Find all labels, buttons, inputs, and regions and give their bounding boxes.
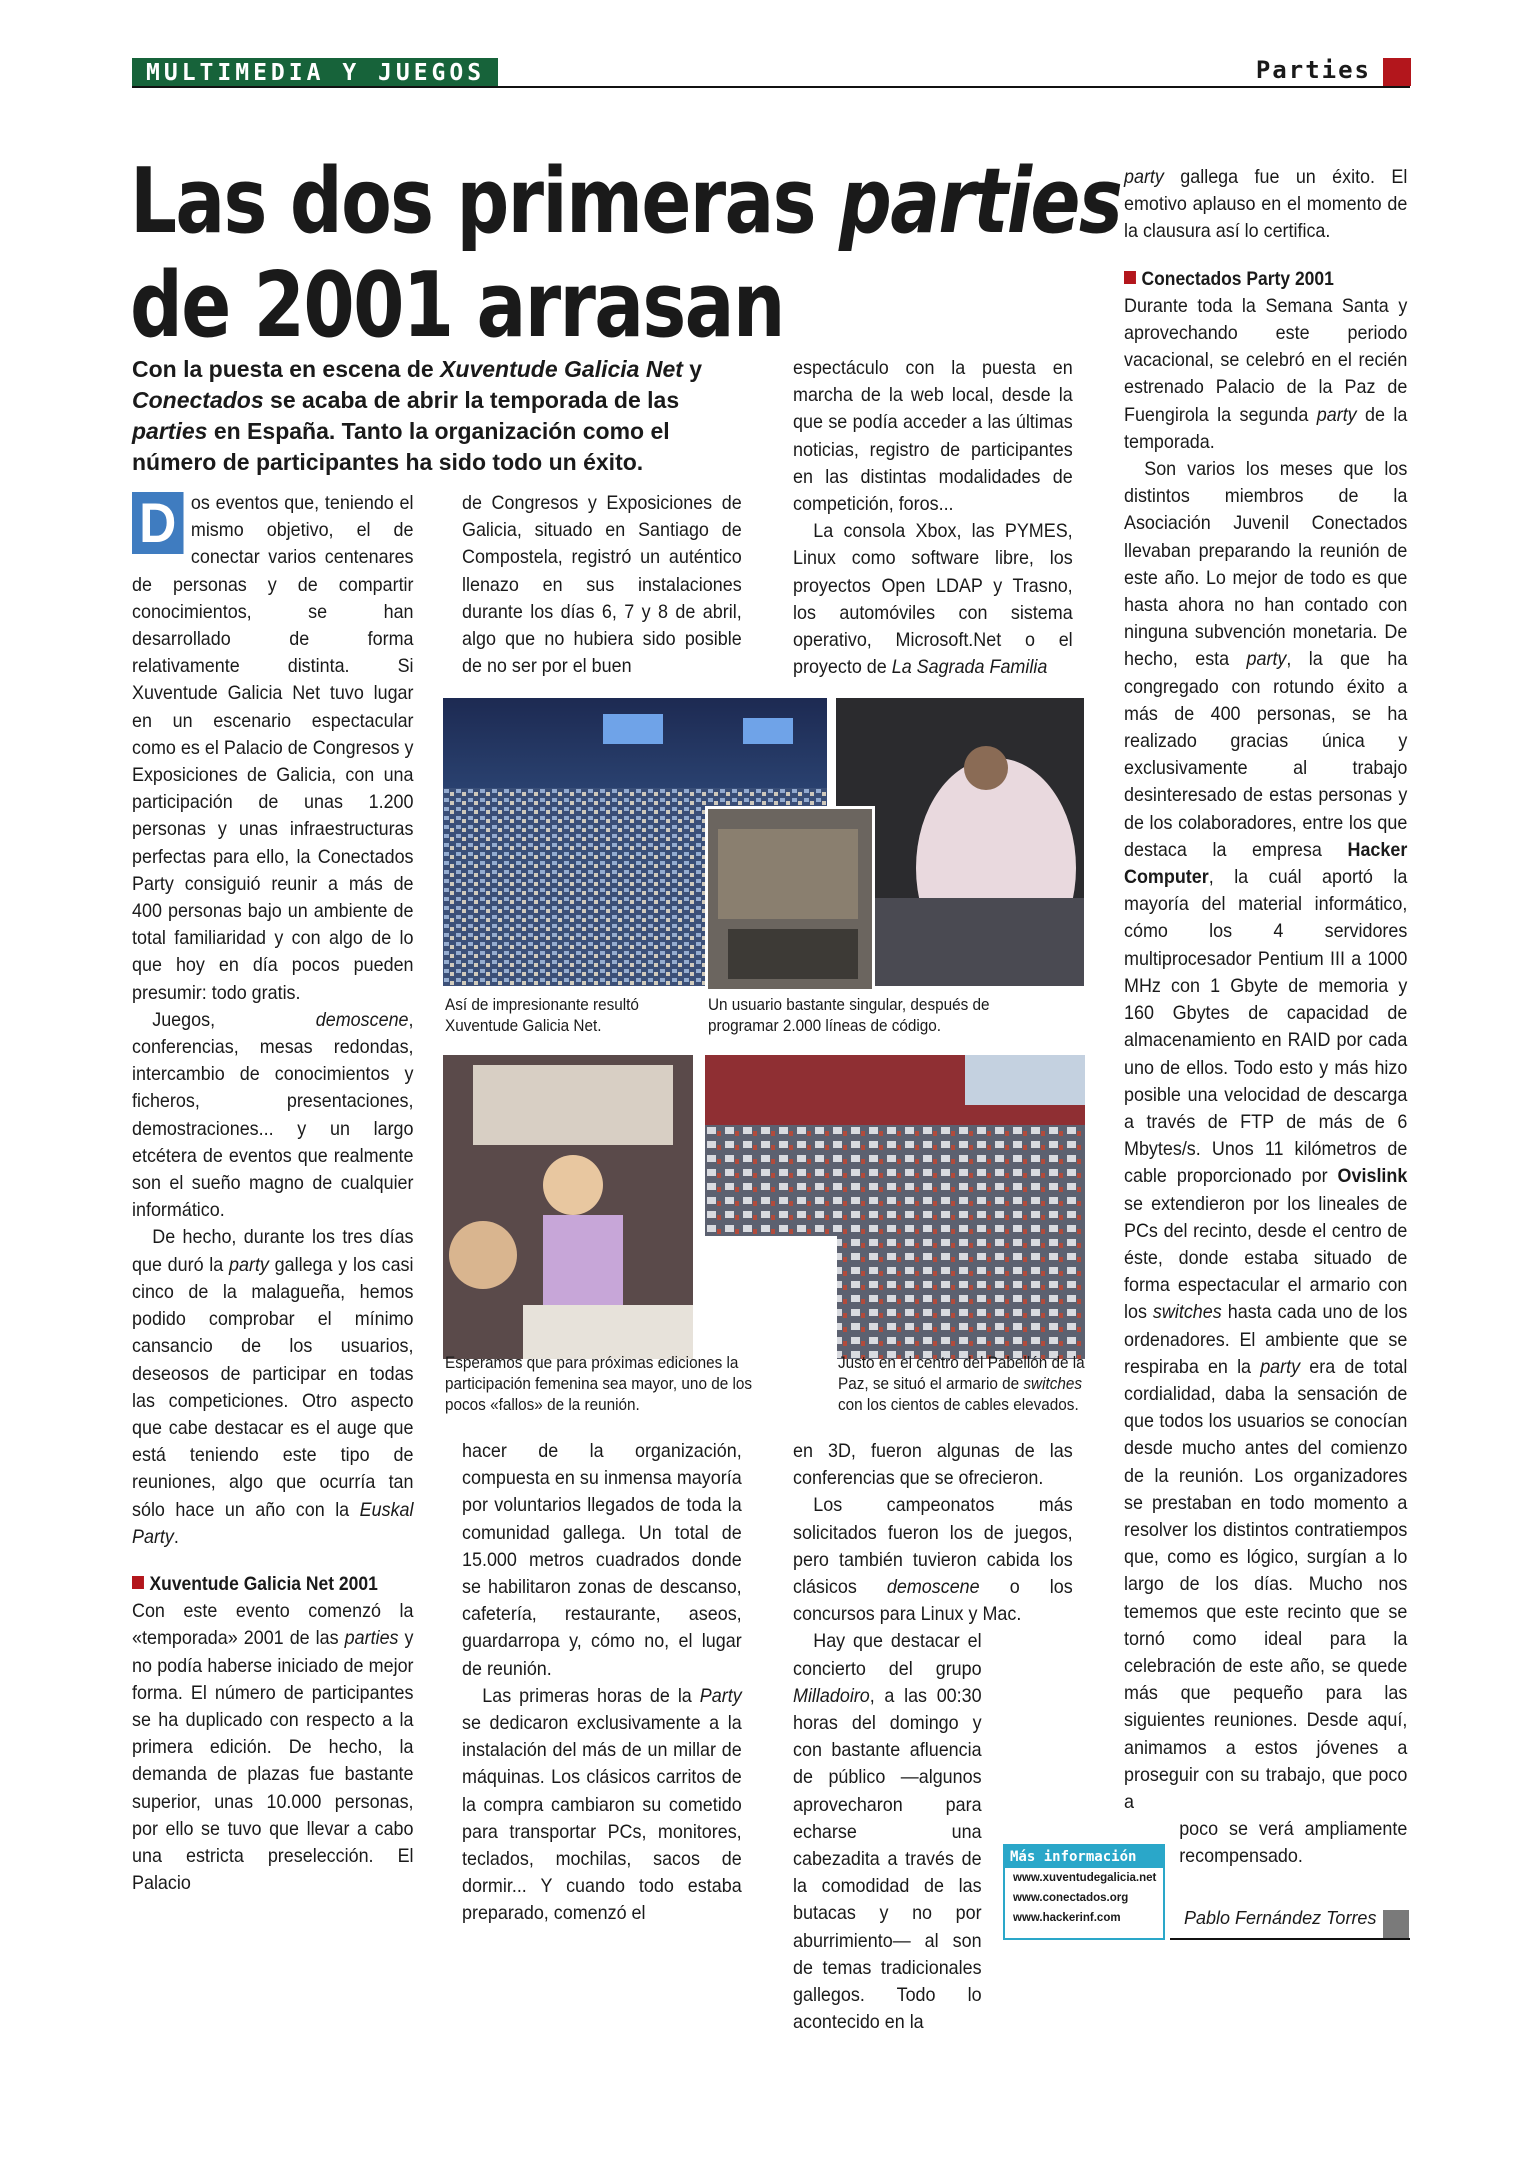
- category-marker: [1383, 58, 1411, 86]
- column-1: [132, 490, 414, 1897]
- column-2-top: [462, 490, 742, 680]
- byline-marker: [1383, 1910, 1409, 1938]
- column-3-top: [793, 355, 1073, 681]
- paragraph: De hecho, durante los tres días que duró la party gallega y los casi cinco de la malagueña, hemos podido comprobar el mínimo cansancio de los usuarios, deseosos de participar en todas las competiciones. Otro aspecto que cabe destacar es el auge que está teniendo este tipo de reuniones, algo que ocurría tan sólo hace un año con la Euskal Party.: [132, 1226, 414, 1548]
- photo-inset-pc-image: [708, 809, 872, 989]
- paragraph: en 3D, fueron algunas de las conferencias que se ofrecieron.: [793, 1440, 1073, 1490]
- paragraph: La consola Xbox, las PYMES, Linux como software libre, los proyectos Open LDAP y Trasno, los automóviles con sistema operativo, Microsoft.Net o el proyecto de La Sagrada Familia: [793, 520, 1073, 679]
- paragraph: de Congresos y Exposiciones de Galicia, situado en Santiago de Compostela, registró un auténtico llenazo en sus instalaciones durante los días 6, 7 y 8 de abril, algo que no hubiera sido posible de no ser por el buen: [462, 492, 742, 678]
- link-conectados[interactable]: www.conectados.org: [1013, 1892, 1129, 1904]
- paragraph: Hay que destacar el concierto del grupo Milladoiro, a las 00:30 horas del domingo y con bastante afluencia de público —algunos aprovecharon para echarse una cabezadita a través de la comodidad de las butacas y no por aburrimiento— al son de temas tradicionales gallegos. Todo lo acontecido en la: [793, 1630, 982, 2034]
- photo-girls: [443, 1055, 693, 1359]
- paragraph: Las primeras horas de la Party se dedicaron exclusivamente a la instalación del más de un millar de máquinas. Los clásicos carritos de la compra cambiaron su cometido para transportar PCs, monitores, teclados, mochilas, sacos de dormir... Y cuando todo estaba preparado, comenzó el: [462, 1684, 742, 1925]
- more-info-title: Más información: [1005, 1846, 1163, 1868]
- subheading: Xuventude Galicia Net 2001: [132, 1571, 414, 1598]
- photo-cutout: [693, 1236, 837, 1360]
- paragraph: Son varios los meses que los distintos miembros de la Asociación Juvenil Conectados llevaban preparando la reunión de este año. Lo mejor de todo es que hasta ahora no han contado con ninguna subvención monetaria. De hecho, esta party, la que ha congregado con rotundo éxito a más de 400 personas, se ha realizado gracias única y exclusivamente al trabajo desinteresado de estas personas y de los colaboradores, entre los que destaca la empresa Hacker Computer, la cuál aportó la mayoría del material informático, cómo los 4 servidores multiprocesador Pentium III a 1000 MHz con 1 Gbyte de memoria y 160 Gbytes de capacidad de almacenamiento en RAID por cada uno de ellos. Todo esto y más hizo posible una velocidad de descarga a través de FTP de más de 6 Mbytes/s. Unos 11 kilómetros de cable proporcionado por Ovislink se extendieron por los lineales de PCs del recinto, desde el centro de éste, donde estaba situado de forma espectacular el armario con los switches hasta cada uno de los ordenadores. El ambiente que se respiraba en la party era de total cordialidad, daba la sensación de que todos los usuarios se conocían desde mucho antes del comienzo de la reunión. Los organizadores se prestaban en todo momento a resolver los distintos contratiempos que, como es lógico, surgían a lo largo de los días. Mucho nos tememos que este recinto que se tornó como ideal para la celebración de este año, se quede más que pequeño para las siguientes reuniones. Desde aquí, animamos a estos jóvenes a proseguir con su trabajo, que poco a: [1124, 458, 1408, 1813]
- more-info-box: [1003, 1844, 1165, 1940]
- section-tag: MULTIMEDIA Y JUEGOS: [132, 58, 498, 88]
- paragraph: hacer de la organización, compuesta en su inmensa mayoría por voluntarios llegados de toda la comunidad gallega. Un total de 15.000 metros cuadrados donde se habilitaron zonas de descanso, cafetería, restaurante, aseos, guardarropa y, cómo no, el lugar de reunión.: [462, 1440, 742, 1680]
- paragraph: Durante toda la Semana Santa y aprovechando este periodo vacacional, se celebró en el recién estrenado Palacio de la Paz de Fuengirola la segunda party de la temporada.: [1124, 294, 1408, 453]
- paragraph: poco se verá ampliamente recompensado.: [1179, 1818, 1408, 1868]
- byline-rule: [1170, 1938, 1410, 1940]
- headline: Las dos primeras parties de 2001 arrasan: [130, 149, 1122, 358]
- header-rule: [132, 86, 1410, 88]
- paragraph: party gallega fue un éxito. El emotivo aplauso en el momento de la clausura así lo certifica.: [1124, 166, 1408, 243]
- caption-4: Justo en el centro del Pabellón de la Paz, se situó el armario de switches con los cientos de cables elevados.: [838, 1353, 1085, 1414]
- paragraph: D os eventos que, teniendo el mismo objetivo, el de conectar varios centenares de personas y de compartir conocimientos, se han desarrollado de forma relativamente distinta. Si Xuventude Galicia Net tuvo lugar en un escenario espectacular como es el Palacio de Congresos y Exposiciones de Galicia, con una participación de unas 1.200 personas y unas infraestructuras perfectas para ello, la Conectados Party consiguió reunir a más de 400 personas bajo un ambiente de total familiaridad y con algo de lo que hoy en día pocos pueden presumir: todo gratis.: [132, 491, 414, 1004]
- link-xuventude[interactable]: www.xuventudegalicia.net: [1013, 1872, 1157, 1884]
- paragraph: Los campeonatos más solicitados fueron los de juegos, pero también tuvieron cabida los clásicos demoscene o los concursos para Linux y Mac.: [793, 1494, 1073, 1626]
- photo-girls-image: [443, 1055, 693, 1359]
- byline: Pablo Fernández Torres: [1184, 1908, 1377, 1928]
- link-hackerinf[interactable]: www.hackerinf.com: [1013, 1912, 1121, 1924]
- column-3-bottom: [793, 1438, 1073, 2036]
- subheading: Conectados Party 2001: [1124, 266, 1407, 293]
- caption-2: Un usuario bastante singular, después de programar 2.000 líneas de código.: [708, 995, 990, 1035]
- dropcap: D: [132, 492, 184, 554]
- photo-inset-pc: [705, 806, 875, 992]
- paragraph: Juegos, demoscene, conferencias, mesas redondas, intercambio de conocimientos y ficheros, presentaciones, demostraciones... y un largo etcétera de eventos que realmente son el sueño magno de cualquier informático.: [132, 1008, 414, 1222]
- paragraph: Con este evento comenzó la «temporada» 2001 de las parties y no podía haberse iniciado de mejor forma. El número de participantes se ha duplicado con respecto a la primera edición. De hecho, la demanda de plazas fue bastante superior, unas 10.000 personas, por ello se tuvo que llevar a cabo una estricta preselección. El Palacio: [132, 1600, 414, 1895]
- column-2-bottom: [462, 1438, 742, 1928]
- paragraph: espectáculo con la puesta en marcha de la web local, desde la que se podía acceder a las últimas noticias, registro de participantes en las distintas modalidades de competición, foros...: [793, 357, 1073, 516]
- category-label: Parties: [1255, 56, 1371, 84]
- deck: Con la puesta en escena de Xuventude Galicia Net y Conectados se acaba de abrir la temporada de las parties en España. Tanto la organización como el número de participantes ha sido todo un éxito.: [132, 356, 703, 475]
- column-4: [1124, 164, 1407, 1871]
- caption-1: Así de impresionante resultó Xuventude Galicia Net.: [445, 995, 639, 1035]
- caption-3: Esperamos que para próximas ediciones la participación femenina sea mayor, uno de los pocos «fallos» de la reunión.: [445, 1353, 753, 1414]
